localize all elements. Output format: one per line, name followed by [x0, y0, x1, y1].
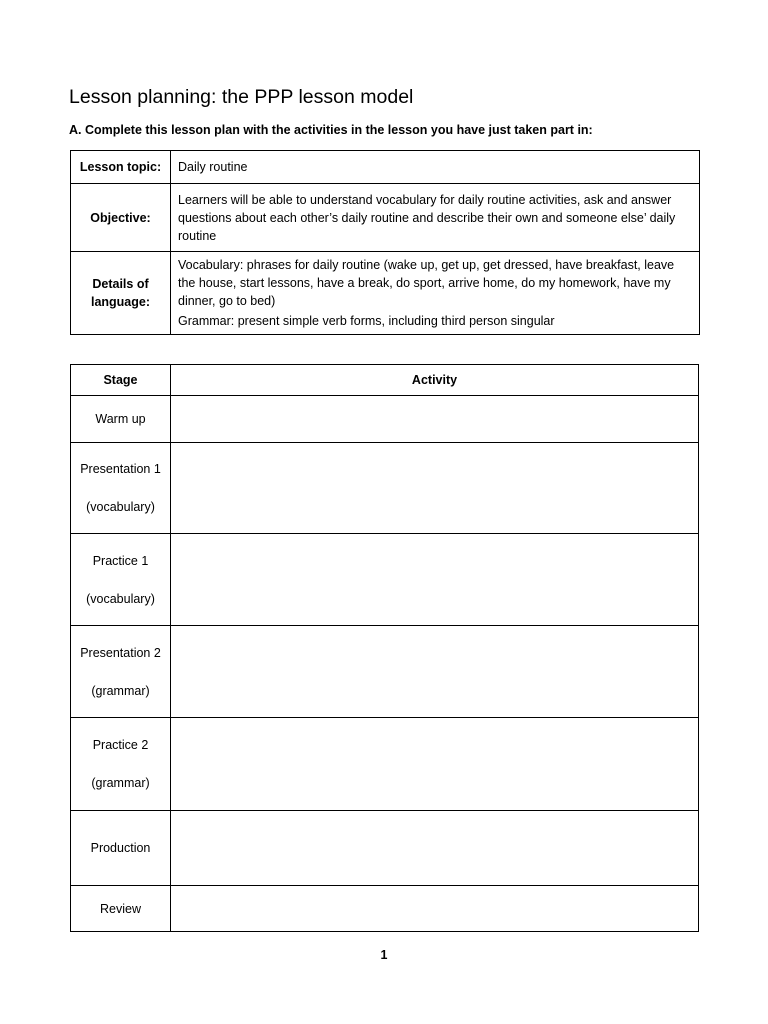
stage-cell-practice-1 [71, 534, 171, 626]
stage-cell-presentation-1 [71, 443, 171, 534]
stage-table-header-row [71, 365, 699, 396]
stage-column-header: Stage [71, 365, 171, 396]
stage-cell-presentation-2 [71, 626, 171, 718]
stage-name: Presentation 2 [80, 645, 161, 660]
lesson-topic-label: Lesson topic: [71, 151, 171, 184]
stage-subtitle: (grammar) [91, 683, 150, 698]
activity-cell-production[interactable] [171, 811, 699, 886]
stage-name: Production [90, 841, 151, 855]
activity-cell-presentation-2[interactable] [171, 626, 699, 718]
table-row [71, 811, 699, 886]
stage-cell-practice-2 [71, 718, 171, 811]
table-row [71, 443, 699, 534]
stage-name: Practice 2 [92, 738, 149, 752]
activity-cell-presentation-1[interactable] [171, 443, 699, 534]
stage-name: Practice 1 [92, 553, 149, 568]
objective-label: Objective: [71, 184, 171, 252]
stage-name: Presentation 1 [80, 462, 161, 476]
stage-name: Review [100, 901, 141, 916]
grammar-details: Grammar: present simple verb forms, including third person singular [178, 314, 555, 328]
vocabulary-details: Vocabulary: phrases for daily routine (wake up, get up, get dressed, have breakfast, leave the house, start lessons, have a break, do sport, arrive home, do my homework, have my dinner, go to bed) [178, 258, 675, 308]
objective-value: Learners will be able to understand vocabulary for daily routine activities, ask and answer questions about each other’s daily routine and describe their own and someone else’ daily routine [171, 184, 700, 252]
table-row [71, 886, 699, 932]
activity-cell-practice-1[interactable] [171, 534, 699, 626]
activity-cell-review[interactable] [171, 886, 699, 932]
page-title: Lesson planning: the PPP lesson model [69, 86, 414, 108]
stage-cell-production [71, 811, 171, 886]
objective-row [71, 184, 700, 252]
table-row [71, 718, 699, 811]
stage-subtitle: (vocabulary) [86, 500, 155, 514]
lesson-topic-row [71, 151, 700, 184]
page-number: 1 [380, 948, 388, 962]
activity-cell-practice-2[interactable] [171, 718, 699, 811]
stage-name: Warm up [95, 412, 146, 426]
stage-cell-warm-up [71, 396, 171, 443]
table-row [71, 626, 699, 718]
details-of-language-value [171, 252, 700, 335]
lesson-info-table [70, 150, 700, 335]
details-of-language-label: Details of language: [71, 252, 171, 335]
activity-cell-warm-up[interactable] [171, 396, 699, 443]
stage-cell-review [71, 886, 171, 932]
table-row [71, 534, 699, 626]
instruction-text: A. Complete this lesson plan with the activities in the lesson you have just taken part in: [69, 123, 593, 137]
activity-column-header: Activity [171, 365, 699, 396]
stage-activity-table [70, 364, 699, 932]
lesson-topic-value: Daily routine [171, 151, 700, 184]
stage-subtitle: (grammar) [91, 776, 150, 790]
table-row [71, 396, 699, 443]
stage-subtitle: (vocabulary) [86, 591, 155, 606]
details-of-language-row [71, 252, 700, 335]
